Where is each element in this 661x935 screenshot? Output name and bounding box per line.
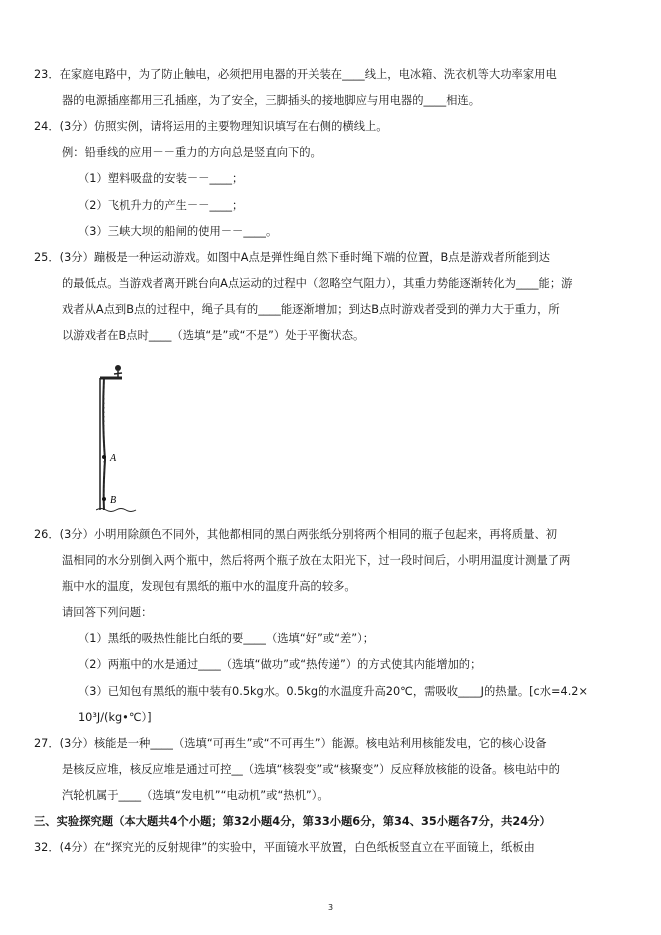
point-b [102,497,106,501]
q26-line-2: 温相同的水分别倒入两个瓶中，然后将两个瓶子放在太阳光下，过一段时间后，小明用温度计测量了两 [62,554,571,567]
q24-example: 例：铅垂线的应用－－重力的方向总是竖直向下的。 [62,146,322,159]
q23-line-2: 器的电源插座都用三孔插座，为了安全，三脚插头的接地脚应与用电器的____相连。 [62,94,480,107]
bungee-figure [96,360,140,518]
water-wave [96,509,136,512]
q26-prompt: 请回答下列问题： [62,606,153,619]
label-a: A [110,453,117,464]
q27-line-2: 是核反应堆，核反应堆是通过可控__（选填“核裂变”或“核聚变”）反应释放核能的设备。核电站中的 [62,763,560,776]
q26-item-3: （3）已知包有黑纸的瓶中装有0.5kg水。0.5kg的水温度升高20℃，需吸收____J的热量。[c水=4.2× [78,685,588,698]
q32-line-1: 32．(4分）在“探究光的反射规律”的实验中，平面镜水平放置，白色纸板竖直立在平面镜上，纸板由 [34,841,535,854]
jumper-head [115,365,121,371]
q26-item-1: （1）黑纸的吸热性能比白纸的要____（选填“好”或“差”）； [78,632,375,645]
q26-line-1: 26．(3分）小明用除颜色不同外，其他都相同的黑白两张纸分别将两个相同的瓶子包起来，再将质量、初 [34,528,558,541]
q23-line-1: 23．在家庭电路中，为了防止触电，必须把用电器的开关装在____线上，电冰箱、洗衣机等大功率家用电 [34,68,557,81]
q26-line-3: 瓶中水的温度，发现包有黑纸的瓶中水的温度升高的较多。 [62,580,356,593]
q25-line-4: 以游戏者在B点时____（选填“是”或“不是”）处于平衡状态。 [62,329,365,342]
label-b: B [110,495,117,506]
q26-item-2: （2）两瓶中的水是通过____（选填“做功”或“热传递”）的方式使其内能增加的； [78,658,482,671]
page-number: 3 [327,903,334,912]
q24-item-1: （1）塑料吸盘的安装－－____； [78,172,244,185]
point-a [102,455,106,459]
q27-line-1: 27．(3分）核能是一种____（选填“可再生”或“不可再生”）能源。核电站利用核能发电，它的核心设备 [34,737,547,750]
q24-stem: 24．(3分）仿照实例，请将运用的主要物理知识填写在右侧的横线上。 [34,120,388,133]
q26-item-3-cont: 10³J/(kg•℃）] [78,711,152,724]
q24-item-2: （2）飞机升力的产生－－____； [78,199,244,212]
section-header: 三、实验探究题（本大题共4个小题；第32小题4分，第33小题6分，第34、35小题各7分，共24分） [34,815,551,828]
q27-line-3: 汽轮机属于____（选填“发电机”“电动机”或“热机”）。 [62,789,329,802]
q25-line-1: 25．(3分）蹦极是一种运动游戏。如图中A点是弹性绳自然下垂时绳下端的位置，B点是游戏者所能到达 [34,251,550,264]
q24-item-3: （3）三峡大坝的船闸的使用－－____。 [78,225,278,238]
q25-line-3: 戏者从A点到B点的过程中，绳子具有的____能逐渐增加；到达B点时游戏者受到的弹力大于重力，所 [62,303,560,316]
q25-line-2: 的最低点。当游戏者离开跳台向A点运动的过程中（忽略空气阻力），其重力势能逐渐转化为____能；游 [62,277,573,290]
